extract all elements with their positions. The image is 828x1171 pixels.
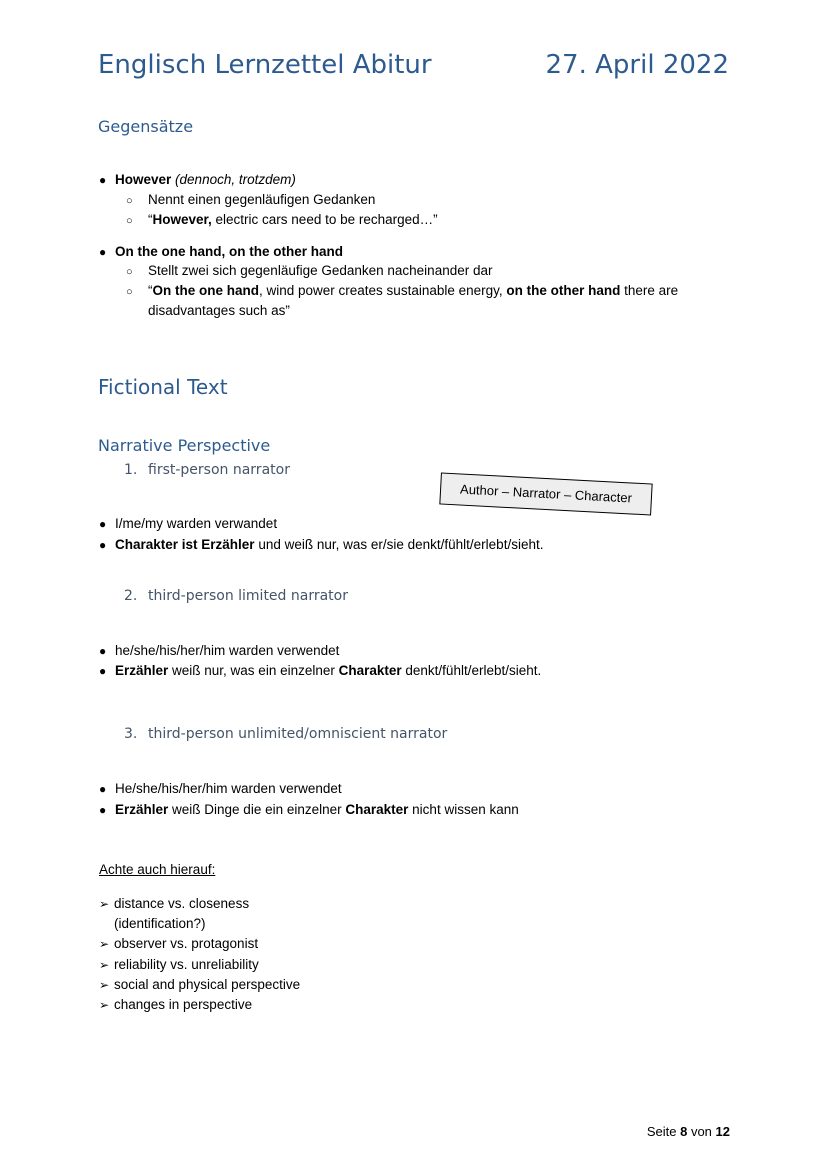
bullet: ● He/she/his/her/him warden verwendet [99,779,342,799]
bullet-icon: ● [99,664,107,678]
bullet-icon: ● [99,517,107,531]
arrow-list-item: ➢ distance vs. closeness [99,894,249,914]
bullet: ● Charakter ist Erzähler und weiß nur, was er/sie denkt/fühlt/erlebt/sieht. [99,535,543,555]
bullet: ● Erzähler weiß nur, was ein einzelner Charakter denkt/fühlt/erlebt/sieht. [99,661,541,681]
subheading-narrative-perspective: Narrative Perspective [98,436,271,455]
sub-bullet: ○ Nennt einen gegenläufigen Gedanken [126,190,375,211]
section-heading-gegensaetze: Gegensätze [98,117,194,136]
arrow-list-item: ➢ reliability vs. unreliability [99,955,259,975]
section-heading-fictional-text: Fictional Text [98,375,228,399]
numbered-heading-third-omniscient: 3. third-person unlimited/omniscient narrator [124,726,448,742]
notes-heading: Achte auch hierauf: [99,862,216,877]
document-title: Englisch Lernzettel Abitur [98,50,432,80]
arrow-bullet-icon: ➢ [99,937,110,951]
text-box-author-narrator-character: Author – Narrator – Character [439,472,652,515]
document-date: 27. April 2022 [545,50,729,80]
circle-bullet-icon: ○ [126,195,133,207]
bullet-icon: ● [99,803,107,817]
circle-bullet-icon: ○ [126,215,133,227]
bullet-icon: ● [99,173,107,187]
bullet-icon: ● [99,782,107,796]
arrow-bullet-icon: ➢ [99,998,110,1012]
arrow-list-item-continuation: (identification?) [114,916,206,931]
numbered-heading-third-limited: 2. third-person limited narrator [124,588,348,604]
page-number: Seite 8 von 12 [646,1124,730,1139]
arrow-bullet-icon: ➢ [99,958,110,972]
sub-bullet-example-continuation: disadvantages such as” [148,303,290,318]
arrow-bullet-icon: ➢ [99,978,110,992]
bullet: ● he/she/his/her/him warden verwendet [99,641,339,661]
bullet-icon: ● [99,538,107,552]
arrow-list-item: ➢ changes in perspective [99,995,252,1015]
bullet-icon: ● [99,644,107,658]
bullet-icon: ● [99,245,107,259]
circle-bullet-icon: ○ [126,286,133,298]
bullet: ● I/me/my warden verwandet [99,514,277,534]
bullet: ● Erzähler weiß Dinge die ein einzelner Charakter nicht wissen kann [99,800,519,820]
arrow-list-item: ➢ social and physical perspective [99,975,300,995]
arrow-bullet-icon: ➢ [99,897,110,911]
sub-bullet-example: ○ “However, electric cars need to be recharged…” [126,210,438,231]
bullet-on-the-one-hand: ● On the one hand, on the other hand [99,242,343,262]
sub-bullet: ○ Stellt zwei sich gegenläufige Gedanken nacheinander dar [126,261,492,282]
circle-bullet-icon: ○ [126,266,133,278]
numbered-heading-first-person: 1. first-person narrator [124,462,290,478]
sub-bullet-example: ○ “On the one hand, wind power creates sustainable energy, on the other hand there are [126,281,678,302]
bullet-however: ● However (dennoch, trotzdem) [99,170,296,190]
arrow-list-item: ➢ observer vs. protagonist [99,934,258,954]
